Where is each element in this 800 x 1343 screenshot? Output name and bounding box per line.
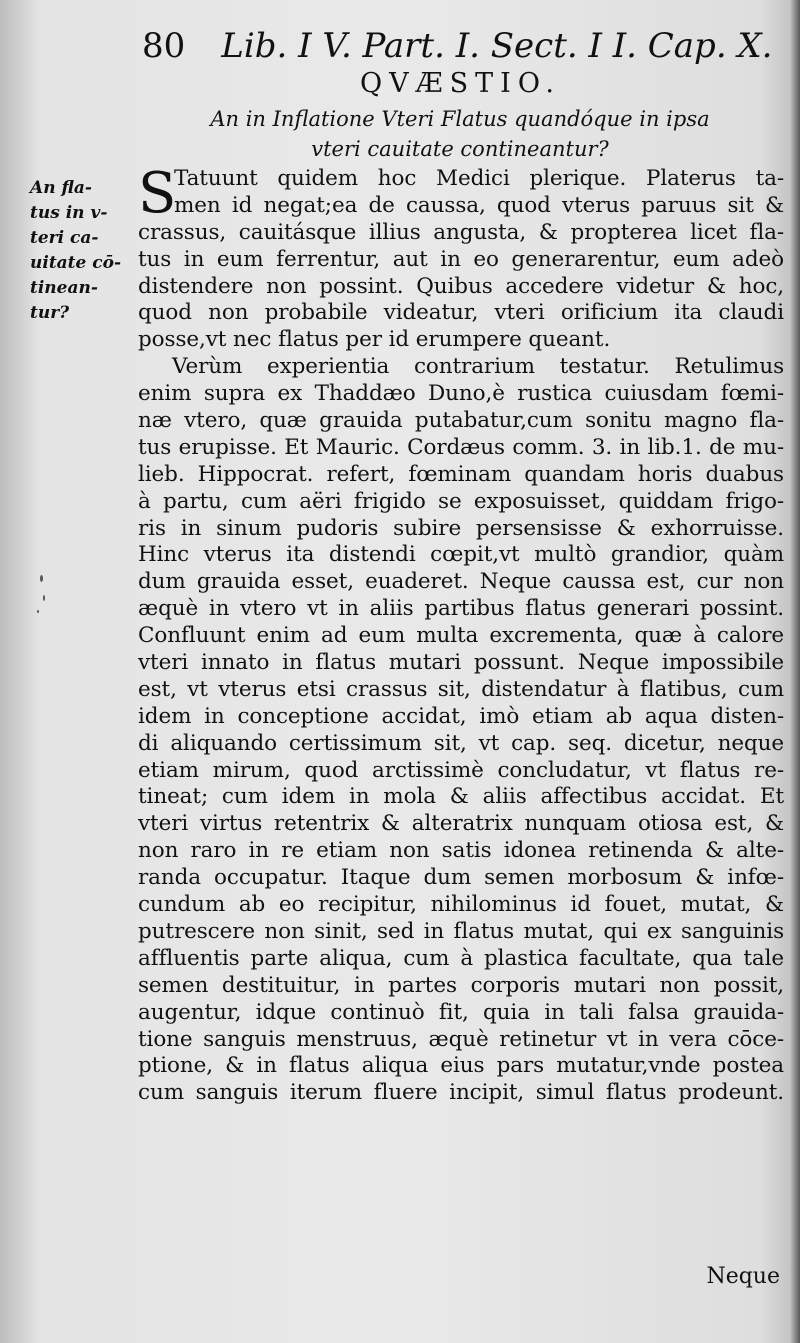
text-line: distendere non possint. Quibus accedere videtur & hoc, <box>138 273 784 299</box>
text-line: affluentis parte aliqua, cum à plastica facultate, qua tale <box>138 945 784 971</box>
text-line: vteri innato in flatus mutari possunt. Neque impossibile <box>138 650 784 676</box>
text-line: etiam mirum, quod arctissimè concludatur, vt flatus re- <box>138 757 784 783</box>
text-line: æquè in vtero vt in aliis partibus flatus generari possint. <box>138 596 784 622</box>
page-number: 80 <box>142 26 186 66</box>
text-line: tus erupisse. Et Mauric. Cordæus comm. 3. in lib.1. de mu- <box>138 434 784 460</box>
text-line: randa occupatur. Itaque dum semen morbosum & infœ- <box>138 865 784 891</box>
text-line: crassus, cauitásque illius angusta, & propterea licet fla- <box>138 219 784 245</box>
marginal-note-line: tur? <box>30 303 70 323</box>
text-line: Verùm experientia contrarium testatur. Retulimus <box>172 354 784 380</box>
ink-speck <box>37 610 39 613</box>
text-line: tione sanguis menstruus, æquè retinetur vt in vera cōce- <box>138 1026 784 1052</box>
text-line: tineat; cum idem in mola & aliis affectibus accidat. Et <box>138 784 784 810</box>
text-line: ris in sinum pudoris subire persensisse & exhorruisse. <box>138 515 784 541</box>
running-title: Lib. I V. Part. I. Sect. I I. Cap. X. <box>221 26 773 66</box>
marginal-note-line: tinean- <box>30 278 98 298</box>
text-line: næ vtero, quæ grauida putabatur,cum sonitu magno fla- <box>138 408 784 434</box>
page-edge-shadow <box>790 0 800 1343</box>
text-line: putrescere non sinit, sed in flatus mutat, qui ex sanguinis <box>138 918 784 944</box>
text-line: est, vt vterus etsi crassus sit, distendatur à flatibus, cum <box>138 676 784 702</box>
text-line: dum grauida esset, euaderet. Neque caussa est, cur non <box>138 569 784 595</box>
text-line: lieb. Hippocrat. refert, fœminam quandam horis duabus <box>138 461 784 487</box>
text-line: enim supra ex Thaddæo Duno,è rustica cuiusdam fœmi- <box>138 381 784 407</box>
marginal-note-line: uitate cō- <box>30 253 122 273</box>
question-heading: QVÆSTIO. <box>360 68 561 99</box>
text-line: tus in eum ferrentur, aut in eo generarentur, eum adeò <box>138 246 784 272</box>
text-line: ptione, & in flatus aliqua eius pars mutatur,vnde postea <box>138 1053 784 1079</box>
marginal-note-line: An fla- <box>30 178 92 198</box>
ink-speck <box>43 595 45 601</box>
text-line: non raro in re etiam non satis idonea retinenda & alte- <box>138 838 784 864</box>
text-line: vteri virtus retentrix & alteratrix nunquam otiosa est, & <box>138 811 784 837</box>
question-subtitle-line: An in Inflatione Vteri Flatus quandóque in ipsa <box>210 107 710 131</box>
marginal-note-line: tus in v- <box>30 203 108 223</box>
drop-cap: S <box>138 161 177 226</box>
text-line: Tatuunt quidem hoc Medici plerique. Platerus ta- <box>174 166 784 191</box>
body-text <box>138 161 784 1107</box>
catchword: Neque <box>706 1264 780 1289</box>
text-line: Hinc vterus ita distendi cœpit,vt multò grandior, quàm <box>138 542 784 568</box>
text-line: posse,vt nec flatus per id erumpere queant. <box>138 327 611 353</box>
text-line: augentur, idque continuò fit, quia in tali falsa grauida- <box>138 999 784 1025</box>
text-line: quod non probabile videatur, vteri orificium ita claudi <box>138 300 784 326</box>
text-line: cum sanguis iterum fluere incipit, simul flatus prodeunt. <box>138 1080 784 1106</box>
text-line: di aliquando certissimum sit, vt cap. seq. dicetur, neque <box>138 730 784 756</box>
text-line: semen destituitur, in partes corporis mutari non possit, <box>138 972 784 998</box>
text-line: cundum ab eo recipitur, nihilominus id fouet, mutat, & <box>138 892 784 918</box>
text-line: à partu, cum aëri frigido se exposuisset, quiddam frigo- <box>138 488 784 514</box>
text-line: men id negat;ea de caussa, quod vterus paruus sit & <box>174 192 784 218</box>
marginal-note-line: teri ca- <box>30 228 99 248</box>
ink-speck <box>40 575 43 582</box>
text-line: Confluunt enim ad eum multa excrementa, quæ à calore <box>138 623 784 649</box>
question-subtitle-line: vteri cauitate contineantur? <box>311 137 609 161</box>
marginal-note <box>30 176 130 326</box>
text-line: idem in conceptione accidat, imò etiam ab aqua disten- <box>138 703 784 729</box>
running-head <box>142 24 773 68</box>
